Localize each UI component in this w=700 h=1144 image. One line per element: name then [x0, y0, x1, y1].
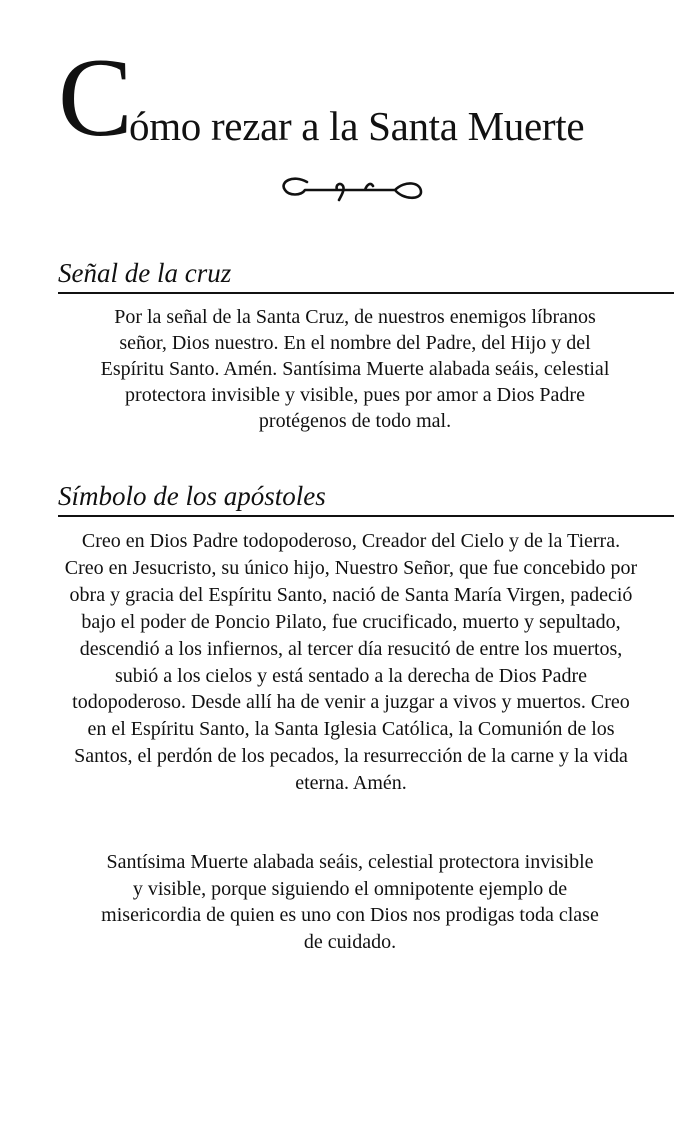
paragraph-santisima-muerte: Santísima Muerte alabada seáis, celestial protectora invisible y visible, porque siguiendo el omnipotente ejemplo de misericordia de quien es uno con Dios nos prodigas toda clase de cuidado. — [101, 851, 599, 953]
section-heading-senal-de-la-cruz: Señal de la cruz — [58, 256, 674, 294]
section-heading-simbolo-de-los-apostoles: Símbolo de los apóstoles — [58, 479, 674, 517]
paragraph-senal-de-la-cruz: Por la señal de la Santa Cruz, de nuestros enemigos líbranos señor, Dios nuestro. En el nombre del Padre, del Hijo y del Espíritu Santo. Amén. Santísima Muerte alabada seáis, celestial protectora invisible y visible, pues por amor a Dios Padre protégenos de todo mal. — [100, 306, 610, 432]
decorative-flourish-icon — [275, 170, 425, 204]
title-drop-cap: C — [58, 36, 133, 160]
title-text: ómo rezar a la Santa Muerte — [129, 103, 585, 149]
paragraph-creo: Creo en Dios Padre todopoderoso, Creador del Cielo y de la Tierra. Creo en Jesucristo, su único hijo, Nuestro Señor, que fue concebido por obra y gracia del Espíritu Santo, nació de Santa María Virgen, padeció bajo el poder de Poncio Pilato, fue crucificado, muerto y sepultado, descendió a los infiernos, al tercer día resucitó de entre los muertos, subió a los cielos y está sentado a la derecha de Dios Padre todopoderoso. Desde allí ha de venir a juzgar a vivos y muertos. Creo en el Espíritu Santo, la Santa Iglesia Católica, la Comunión de los Santos, el perdón de los pecados, la resurrección de la carne y la vida eterna. Amén. — [64, 530, 638, 795]
page-title — [58, 36, 678, 160]
